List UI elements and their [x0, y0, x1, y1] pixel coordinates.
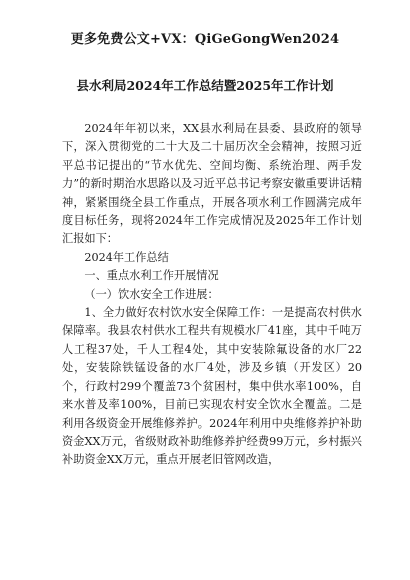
body-paragraph: 1、全力做好农村饮水安全保障工作：一是提高农村供水保障率。我县农村供水工程共有规模水厂41座，其中千吨万人工程37处，千人工程4处，其中安装除氟设备的水厂22处，安装除铁锰设备的水厂4处，涉及乡镇（开发区）20个，行政村299个覆盖73个贫困村，集中供水率100%，自来水普及率100%，目前已实现农村安全饮水全覆盖。二是利用各级资金开展维修养护。2024年利用中央维修养护补助资金XX万元，省级财政补助维修养护经费99万元，乡村振兴补助资金XX万元，重点开展老旧管网改造， — [62, 306, 362, 467]
document-title: 县水利局2024年工作总结暨2025年工作计划 — [76, 78, 334, 93]
intro-paragraph: 2024年年初以来，XX县水利局在县委、县政府的领导下，深入贯彻党的二十大及二十届历次全会精神，按照习近平总书记提出的“节水优先、空间均衡、系统治理、两手发力”的新时期治水思路以及习近平总书记考察安徽重要讲话精神，紧紧围绕全县工作重点，开展各项水利工作圆满完成年度目标任务，现将2024年工作完成情况及2025年工作计划汇报如下： — [62, 122, 362, 246]
section-heading: 2024年工作总结 — [84, 250, 169, 264]
promo-header: 更多免费公文+VX：QiGeGongWen2024 — [70, 32, 340, 47]
subsubsection-heading: （一）饮水安全工作进展： — [84, 287, 219, 301]
document-body — [62, 120, 362, 470]
subsection-heading: 一、重点水利工作开展情况 — [84, 269, 219, 283]
